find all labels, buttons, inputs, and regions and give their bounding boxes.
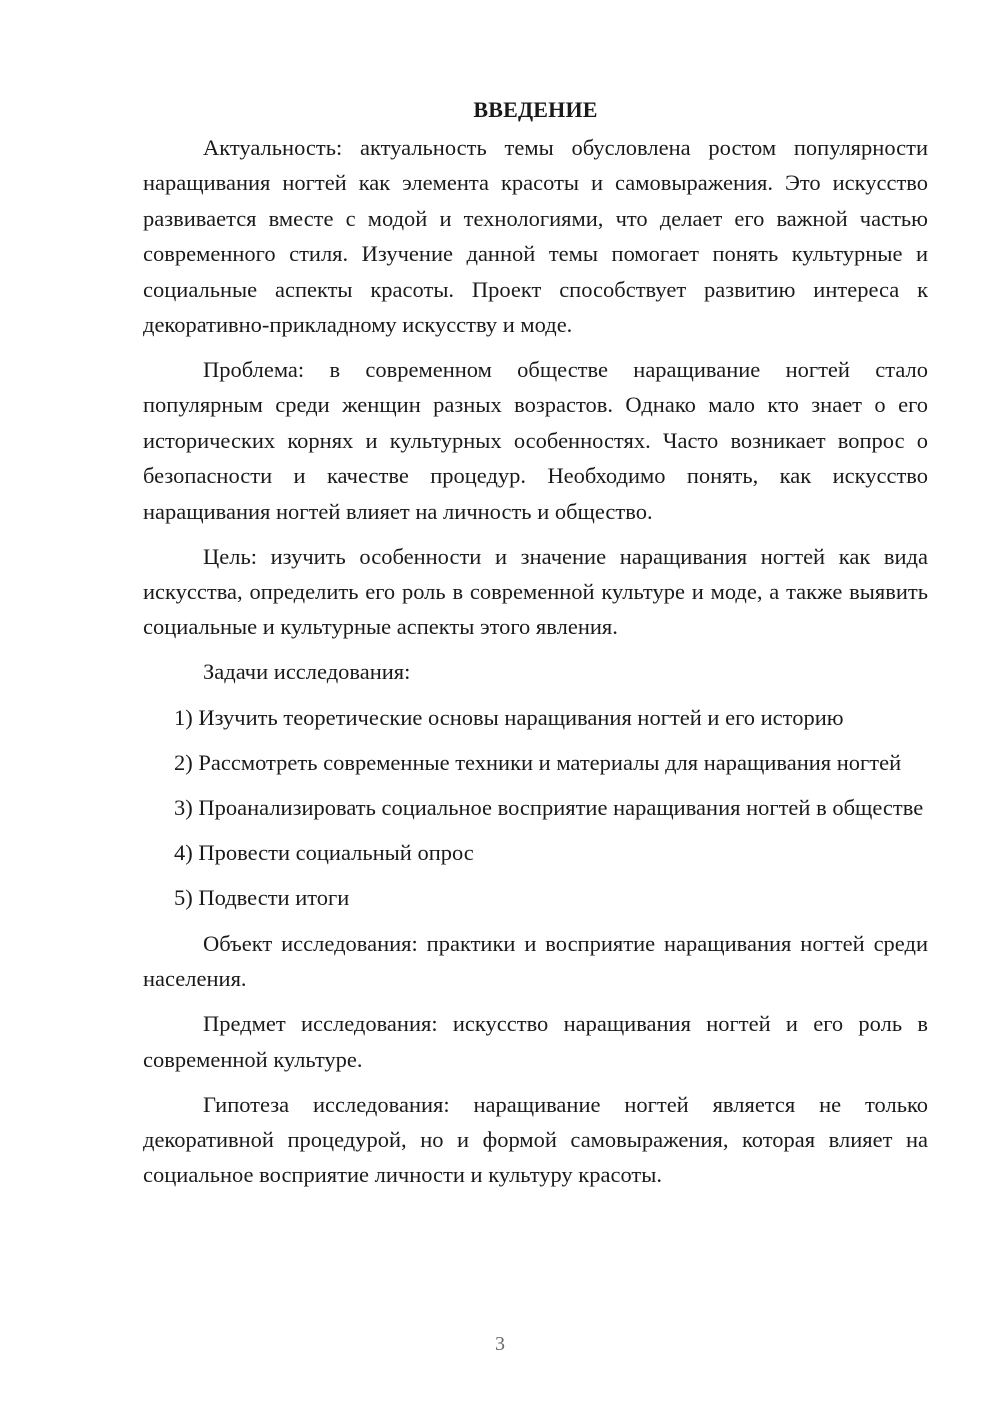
hypothesis-paragraph: Гипотеза исследования: наращивание ногтей является не только декоративной процедурой, но и формой самовыражения, которая влияет на социальное восприятие личности и культуру красоты. xyxy=(143,1091,928,1188)
object-paragraph: Объект исследования: практики и восприятие наращивания ногтей среди населения. xyxy=(143,930,928,992)
subject-paragraph: Предмет исследования: искусство наращивания ногтей и его роль в современной культуре. xyxy=(143,1011,928,1072)
relevance-paragraph: Актуальность: актуальность темы обусловлена ростом популярности наращивания ногтей как элемента красоты и самовыражения. Это искусство развивается вместе с модой и технологиями, что делает его важной частью современного стиля. Изучение данной темы помогает понять культурные и социальные аспекты красоты. Проект способствует развитию интереса к декоративно-прикладному искусству и моде. xyxy=(143,135,928,338)
task-item: 1) Изучить теоретические основы наращивания ногтей и его историю xyxy=(174,704,844,730)
task-item: 4) Провести социальный опрос xyxy=(174,840,474,866)
section-title: ВВЕДЕНИЕ xyxy=(473,97,598,122)
page-number: 3 xyxy=(495,1333,505,1355)
task-item: 3) Проанализировать социальное восприятие наращивания ногтей в обществе xyxy=(174,795,924,821)
problem-paragraph: Проблема: в современном обществе наращивание ногтей стало популярным среди женщин разных возрастов. Однако мало кто знает о его исторических корнях и культурных особенностях. Часто возникает вопрос о безопасности и качестве процедур. Необходимо понять, как искусство наращивания ногтей влияет на личность и общество. xyxy=(143,357,928,524)
task-item: 5) Подвести итоги xyxy=(174,885,350,911)
tasks-heading: Задачи исследования: xyxy=(203,659,411,685)
task-item: 2) Рассмотреть современные техники и материалы для наращивания ногтей xyxy=(174,749,902,775)
document-page xyxy=(143,92,928,1193)
goal-paragraph: Цель: изучить особенности и значение наращивания ногтей как вида искусства, определить его роль в современной культуре и моде, а также выявить социальные и культурные аспекты этого явления. xyxy=(143,543,928,640)
